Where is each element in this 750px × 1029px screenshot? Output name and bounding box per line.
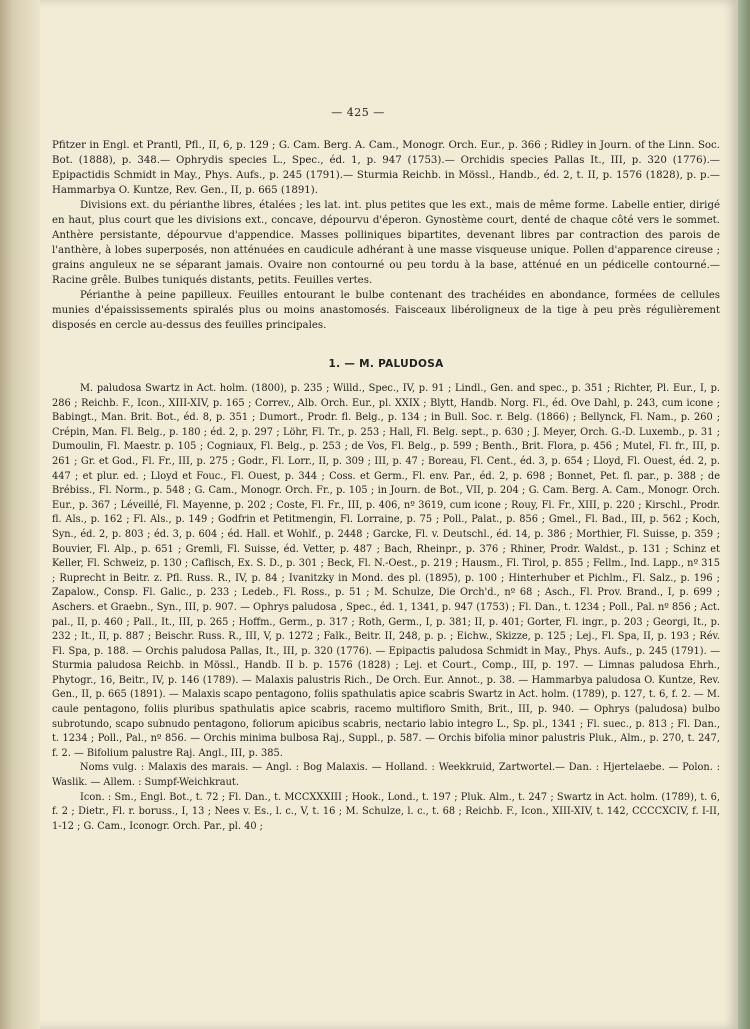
page-binding-shadow	[0, 0, 40, 1029]
book-cover-edge	[738, 0, 750, 1029]
species-paragraph-common-names: Noms vulg. : Malaxis des marais. — Angl. : Bog Malaxis. — Holland. : Weekkruid, Zartwortel.— Dan. : Hjertelaebe. — Polon. : Waslik. — Allem. : Sumpf-Weichkraut.	[52, 762, 720, 789]
intro-paragraph-anatomy: Périanthe à peine papilleux. Feuilles entourant le bulbe contenant des trachéides en abondance, formées de cellules munies d'épaississements spiralés plus ou moins anastomosés. Faisceaux libéroligneux de la tige à peu près régulièrement disposés en cercle au-dessus des feuilles principales.	[52, 290, 720, 331]
intro-paragraph-synonyms: Pfitzer in Engl. et Prantl, Pfl., II, 6, p. 129 ; G. Cam. Berg. A. Cam., Monogr. Orch. Eur., p. 366 ; Ridley in Journ. of the Linn. Soc. Bot. (1888), p. 348.— Ophrydis species L., Spec., éd. 1, p. 947 (1753).— Orchidis species Pallas It., III, p. 320 (1776).— Epipactidis Schmidt in May., Phys. Aufs., p. 245 (1791).— Sturmia Reichb. in Mössl., Handb., éd. 2, t. II, p. 1576 (1828), p. p.— Hammarbya O. Kuntze, Rev. Gen., II, p. 665 (1891).	[52, 140, 720, 196]
page-number: — 425 —	[331, 106, 385, 119]
intro-text	[52, 138, 720, 333]
intro-paragraph-description: Divisions ext. du périanthe libres, étalées ; les lat. int. plus petites que les ext., mais de même forme. Labelle entier, dirigé en haut, plus court que les divisions ext., concave, dépourvu d'éperon. Gynostème court, denté de chaque côté vers le sommet. Anthère persistante, dépourvue d'appendice. Masses polliniques bipartites, devenant libres par contraction des parois de l'anthère, à lobes superposés, non atténuées en caudicule adhérant à une masse visqueuse unique. Pollen d'apparence cireuse ; grains anguleux ne se séparant jamais. Ovaire non contourné ou peu tordu à la base, atténué en un pédicelle contourné.— Racine grêle. Bulbes tuniqués distants, petits. Feuilles vertes.	[52, 200, 720, 286]
section-heading: 1. — M. PALUDOSA	[328, 358, 444, 370]
species-paragraph-icons: Icon. : Sm., Engl. Bot., t. 72 ; Fl. Dan., t. MCCXXXIII ; Hook., Lond., t. 197 ; Pluk. Alm., t. 247 ; Swartz in Act. holm. (1789), t. 6, f. 2 ; Dietr., Fl. r. boruss., I, 13 ; Nees v. Es., l. c., V, t. 16 ; M. Schulze, l. c., t. 68 ; Reichb. F., Icon., XIII-XIV, t. 142, CCCCXCIV, f. I-II, 1-12 ; G. Cam., Iconogr. Orch. Par., pl. 40 ;	[52, 791, 720, 832]
species-paragraph-synonymy: M. paludosa Swartz in Act. holm. (1800), p. 235 ; Willd., Spec., IV, p. 91 ; Lindl., Gen. and spec., p. 351 ; Richter, Pl. Eur., I, p. 286 ; Reichb. F., Icon., XIII-XIV, p. 165 ; Correv., Alb. Orch. Eur., pl. XXIX ; Blytt, Handb. Norg. Fl., éd. Ove Dahl, p. 243, cum icone ; Babingt., Man. Brit. Bot., éd. 8, p. 351 ; Dumort., Prodr. fl. Belg., p. 134 ; in Bull. Soc. r. Belg. (1866) ; Bellynck, Fl. Nam., p. 260 ; Crépin, Man. Fl. Belg., p. 180 ; éd. 2, p. 297 ; Löhr, Fl. Tr., p. 253 ; Hall, Fl. Belg. sept., p. 630 ; J. Meyer, Orch. G.-D. Luxemb., p. 31 ; Dumoulin, Fl. Maestr. p. 105 ; Cogniaux, Fl. Belg., p. 253 ; de Vos, Fl. Belg., p. 599 ; Benth., Brit. Flora, p. 456 ; Mutel, Fl. fr., III, p. 261 ; Gr. et God., Fl. Fr., III, p. 275 ; Godr., Fl. Lorr., II, p. 309 ; III, p. 47 ; Boreau, Fl. Cent., éd. 3, p. 654 ; Lloyd, Fl. Ouest, éd. 2, p. 447 ; et plur. ed. ; Lloyd et Fouc., Fl. Ouest, p. 344 ; Coss. et Germ., Fl. env. Par., éd. 2, p. 698 ; Bonnet, Pet. fl. par., p. 388 ; de Brébiss., Fl. Norm., p. 548 ; G. Cam., Monogr. Orch. Fr., p. 105 ; in Journ. de Bot., VII, p. 204 ; G. Cam. Berg. A. Cam., Monogr. Orch. Eur., p. 367 ; Léveillé, Fl. Mayenne, p. 202 ; Coste, Fl. Fr., III, p. 406, nº 3619, cum icone ; Rouy, Fl. Fr., XIII, p. 220 ; Kirschl., Prodr. fl. Als., p. 162 ; Fl. Als., p. 149 ; Godfrin et Petitmengin, Fl. Lorraine, p. 75 ; Poll., Palat., p. 856 ; Gmel., Fl. Bad., III, p. 562 ; Koch, Syn., éd. 2, p. 803 ; éd. 3, p. 604 ; éd. Hall. et Wohlf., p. 2448 ; Garcke, Fl. v. Deutschl., éd. 14, p. 386 ; Morthier, Fl. Suisse, p. 359 ; Bouvier, Fl. Alp., p. 651 ; Gremli, Fl. Suisse, éd. Vetter, p. 487 ; Bach, Rheinpr., p. 376 ; Rhiner, Prodr. Waldst., p. 131 ; Schinz et Keller, Fl. Schweiz, p. 130 ; Caflisch, Ex. S. D., p. 301 ; Beck, Fl. N.-Oest., p. 219 ; Hausm., Fl. Tirol, p. 855 ; Fellm., Ind. Lapp., nº 315 ; Ruprecht in Beitr. z. Pfl. Russ. R., IV, p. 84 ; Ivanitzky in Mond. des pl. (1895), p. 100 ; Hinterhuber et Pichlm., Fl. Salz., p. 196 ; Zapalow., Consp. Fl. Galic., p. 233 ; Ledeb., Fl. Ross., p. 51 ; M. Schulze, Die Orch'd., nº 68 ; Asch., Fl. Prov. Brand., I, p. 699 ; Aschers. et Graebn., Syn., III, p. 907. — Ophrys paludosa , Spec., éd. 1, 1341, p. 947 (1753) ; Fl. Dan., t. 1234 ; Poll., Pal. nº 856 ; Act. pal., II, p. 460 ; Pall., It., III, p. 265 ; Hoffm., Germ., p. 317 ; Roth, Germ., I, p. 381; II, p. 401; Gorter, Fl. ingr., p. 203 ; Georgi, It., p. 232 ; It., II, p. 887 ; Beischr. Russ. R., III, V, p. 1272 ; Falk., Beitr. II, 248, p. p. ; Eichw., Skizze, p. 125 ; Lej., Fl. Spa, II, p. 193 ; Rév. Fl. Spa, p. 188. — Orchis paludosa Pallas, It., III, p. 320 (1776). — Epipactis paludosa Schmidt in May., Phys. Aufs., p. 245 (1791). — Sturmia paludosa Reichb. in Mössl., Handb. II b. p. 1576 (1828) ; Lej. et Court., Comp., III, p. 197. — Limnas paludosa Ehrh., Phytogr., 16, Beitr., IV, p. 146 (1789). — Malaxis palustris Rich., De Orch. Eur. Annot., p. 38. — Hammarbya paludosa O. Kuntze, Rev. Gen., II, p. 665 (1891). — Malaxis scapo pentagono, foliis spathulatis apice scabris Swartz in Act. holm. (1789), p. 127, t. 6, f. 2. — M. caule pentagono, foliis pluribus spathulatis apice scabris, racemo multifloro Smith, Brit., III, p. 940. — Ophrys (paludosa) bulbo subrotundo, scapo subnudo pentagono, foliorum apicibus scabris, nectario labio integro L., Sp. pl., 1341 ; Fl. suec., p. 813 ; Fl. Dan., t. 1234 ; Poll., Pal., nº 856. — Orchis minima bulbosa Raj., Suppl., p. 587. — Orchis bifolia minor palustris Pluk., Alm., p. 270, t. 247, f. 2. — Bifolium palustre Raj. Angl., III, p. 385.	[52, 383, 720, 759]
species-text	[52, 382, 720, 834]
